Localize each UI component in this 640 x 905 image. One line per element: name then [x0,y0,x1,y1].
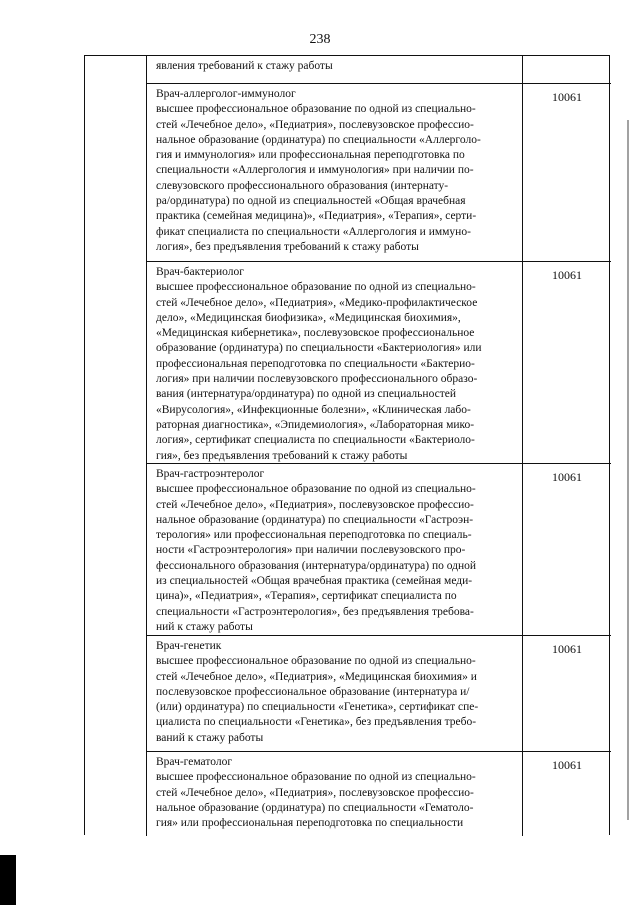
description-line: высшее профессиональное образование по одной из специально- [156,103,476,116]
page-number: 238 [309,32,331,47]
position-requirements [156,770,516,831]
row-description [147,464,523,636]
description-line: высшее профессиональное образование по одной из специально- [156,483,476,496]
scan-edge-shadow [627,120,629,820]
position-title: Врач-гематолог [156,756,233,768]
row-description [147,56,523,84]
row-description [147,636,523,752]
table-row-bacteriologist [147,262,611,464]
description-line: слевузовского профессионального образования (интернату- [156,179,449,192]
table-row-allergist [147,84,611,262]
row-code: 10061 [523,636,611,752]
description-line: практика (семейная медицина)», «Педиатрия», «Терапия», серти- [156,210,477,223]
description-line: логия» при наличии послевузовского профессионального образо- [156,373,478,386]
row-code: 10061 [523,262,611,464]
description-line: стей «Лечебное дело», «Педиатрия», послевузовское профессио- [156,786,474,799]
description-line: ра/ординатура) по одной из специальностей «Общая врачебная [156,195,466,208]
description-line: дело», «Медицинская биофизика», «Медицинская биохимия», [156,311,461,324]
position-title: Врач-бактериолог [156,266,244,278]
description-line: высшее профессиональное образование по одной из специально- [156,281,476,294]
position-requirements [156,102,516,255]
description-line: ваний к стажу работы [156,731,264,744]
row-code [523,56,611,84]
position-title: Врач-генетик [156,640,222,652]
table-row-continuation [147,56,611,84]
description-line: ний к стажу работы [156,620,253,633]
description-line: гия» или профессиональная переподготовка по специальности [156,817,464,830]
description-line: терология» или профессиональная переподготовка по специаль- [156,529,472,542]
table-row-geneticist [147,636,611,752]
description-line: фессионального образования (интернатура/ординатура) по одной [156,559,477,572]
description-line: нальное образование (ординатура) по специальности «Аллерголо- [156,133,481,146]
description-line: образование (ординатура) по специальности «Бактериология» или [156,342,482,355]
description-line: стей «Лечебное дело», «Педиатрия», «Медико-профилактическое [156,296,478,309]
position-requirements [156,280,516,464]
description-line: фикат специалиста по специальности «Аллергология и иммуно- [156,225,471,238]
description-line: гия и иммунология» или профессиональная переподготовка по [156,149,465,162]
description-line: стей «Лечебное дело», «Педиатрия», послевузовское профессио- [156,118,474,131]
position-title: Врач-аллерголог-иммунолог [156,88,296,100]
row-code: 10061 [523,464,611,636]
description-line: нальное образование (ординатура) по специальности «Гематоло- [156,801,474,814]
description-line: раторная диагностика», «Эпидемиология», «Лабораторная мико- [156,418,475,431]
description-line: из специальностей «Общая врачебная практика (семейная меди- [156,575,473,588]
description-line: (или) ординатура) по специальности «Генетика», сертификат спе- [156,701,479,714]
description-line: «Вирусология», «Инфекционные болезни», «Клиническая лабо- [156,403,471,416]
description-line: профессиональная переподготовка по специальности «Бактерио- [156,357,475,370]
row-description [147,84,523,262]
description-line: вания (интернатура/ординатура) по одной из специальностей [156,388,456,401]
description-line: специальности «Гастроэнтерология», без предъявления требова- [156,605,474,618]
description-line: явления требований к стажу работы [156,60,333,72]
description-line: послевузовское профессиональное образование (интернатура и/ [156,685,470,698]
description-line: высшее профессиональное образование по одной из специально- [156,655,476,668]
position-title: Врач-гастроэнтеролог [156,468,265,480]
description-line: ности «Гастроэнтерология» при наличии послевузовского про- [156,544,466,557]
description-line: цина)», «Педиатрия», «Терапия», сертификат специалиста по [156,590,457,603]
scan-binding-mark [0,855,16,905]
position-requirements [156,654,516,746]
description-line: логия», без предъявления требований к стажу работы [156,240,419,253]
description-line: циалиста по специальности «Генетика», без предъявления требо- [156,716,477,729]
description-line: стей «Лечебное дело», «Педиатрия», «Медицинская биохимия» и [156,670,477,683]
description-line: нальное образование (ординатура) по специальности «Гастроэн- [156,513,474,526]
description-line: гия», без предъявления требований к стажу работы [156,449,408,462]
table-row-hematologist [147,752,611,836]
description-line: высшее профессиональное образование по одной из специально- [156,771,476,784]
position-requirements [156,482,516,635]
description-line: стей «Лечебное дело», «Педиатрия», послевузовское профессио- [156,498,474,511]
qualification-table [84,55,610,835]
table-left-column [85,56,147,836]
row-code: 10061 [552,758,582,772]
description-line: «Медицинская кибернетика», послевузовское профессиональное [156,327,475,340]
row-description [147,752,523,836]
table-row-gastroenterologist [147,464,611,636]
row-code: 10061 [523,84,611,262]
description-line: специальности «Аллергология и иммунология» при наличии по- [156,164,474,177]
row-description [147,262,523,464]
description-line: логия», сертификат специалиста по специальности «Бактериоло- [156,434,475,447]
